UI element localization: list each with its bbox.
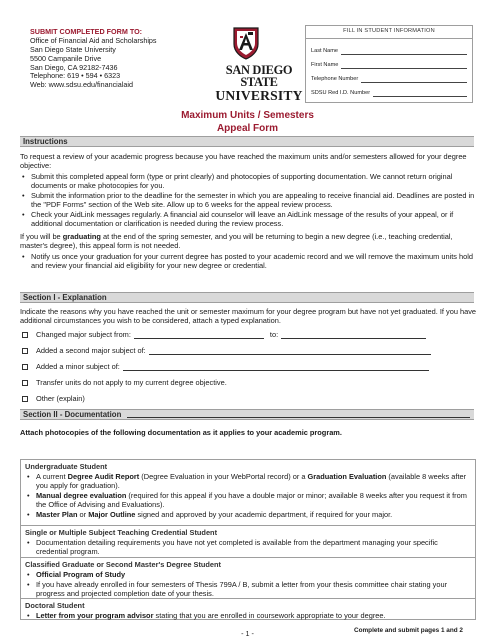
to-label: to: bbox=[269, 329, 279, 339]
sdsu-shield-icon bbox=[232, 26, 260, 60]
major-to-line[interactable] bbox=[281, 331, 426, 339]
second-major-line[interactable] bbox=[149, 347, 431, 355]
last-name-label: Last Name bbox=[311, 48, 339, 54]
instructions-body bbox=[20, 152, 478, 271]
changed-major-checkbox[interactable] bbox=[22, 332, 28, 338]
section-explanation-intro: Indicate the reasons why you have reached the unit or semester maximum for your degree program but have not yet graduated. If you have additional circumstances you wish to be considered, attach a typed explanation. bbox=[20, 307, 477, 326]
instructions-bullet: • Check your AidLink messages regularly. A financial aid counselor will leave an AidLink message of the results of your appeal, or if additional documentation or clarification is needed during the review process. bbox=[22, 210, 454, 229]
transfer-row bbox=[20, 377, 478, 387]
form-title: Maximum Units / Semesters bbox=[181, 110, 314, 121]
transfer-label: Transfer units do not apply to my current degree objective. bbox=[36, 377, 227, 387]
red-id-line[interactable] bbox=[373, 90, 467, 97]
logo-line1: SAN DIEGO STATE bbox=[225, 63, 293, 90]
second-major-checkbox[interactable] bbox=[22, 348, 28, 354]
submit-line: Web: www.sdsu.edu/financialaid bbox=[30, 80, 133, 90]
graduating-note: If you will be graduating at the end of the spring semester, and you will be returning to begin a new degree (i.e., teaching credential, master's degree), this appeal form is not needed. bbox=[20, 232, 453, 251]
logo-wordmark bbox=[210, 64, 308, 102]
telephone-line[interactable] bbox=[361, 76, 467, 83]
instructions-header: Instructions bbox=[20, 136, 474, 147]
submit-heading: SUBMIT COMPLETED FORM TO: bbox=[30, 27, 143, 36]
footer-note: Complete and submit pages 1 and 2 bbox=[353, 627, 463, 634]
credential-bullet: • Documentation detailing requirements you have not yet completed is available from the department managing your specific credential program. bbox=[27, 538, 438, 557]
graduating-bullet: • Notify us once your graduation for your current degree has posted to your academic record and we will remove the maximum units hold and review your financial aid eligibility for your new degree or credential. bbox=[22, 252, 474, 271]
undergraduate-bullet: • Master Plan or Major Outline signed and approved by your academic department, if required for your major. bbox=[27, 510, 393, 520]
section-documentation-title: Section II - Documentation bbox=[23, 410, 122, 419]
instructions-bullet: • Submit this completed appeal form (type or print clearly) and photocopies of supporting documentation. We cannot return original documents or make photocopies for you. bbox=[22, 172, 453, 191]
student-info-box bbox=[305, 25, 473, 103]
page-number: - 1 - bbox=[241, 629, 254, 638]
box-divider bbox=[21, 557, 475, 558]
section-documentation-intro: Attach photocopies of the following documentation as it applies to your academic program. bbox=[20, 428, 342, 437]
logo-line2: UNIVERSITY bbox=[215, 87, 303, 103]
submit-line: 5500 Campanile Drive bbox=[30, 53, 102, 63]
submit-line: Office of Financial Aid and Scholarships bbox=[30, 35, 157, 45]
box-divider bbox=[21, 598, 475, 599]
doctoral-block bbox=[25, 601, 471, 621]
minor-label: Added a minor subject of: bbox=[36, 361, 120, 371]
doctoral-bullet: • Letter from your program advisor stating that you are enrolled in coursework appropriate to your degree. bbox=[27, 611, 386, 621]
instructions-bullet: • Submit the information prior to the deadline for the semester in which you are appealing to receive financial aid. Deadlines are posted in the "PDF Forms" section of the Web site. Allow up to 6 weeks for the appeal review process. bbox=[22, 191, 475, 210]
credential-block bbox=[25, 528, 471, 557]
other-label: Other (explain) bbox=[36, 393, 85, 403]
second-major-row bbox=[20, 345, 478, 355]
transfer-checkbox[interactable] bbox=[22, 380, 28, 386]
telephone-label: Telephone Number bbox=[311, 76, 359, 82]
documentation-box bbox=[20, 459, 476, 620]
form-subtitle: Appeal Form bbox=[216, 123, 279, 134]
graduate-bullet: • Official Program of Study bbox=[27, 570, 126, 580]
red-id-field[interactable] bbox=[311, 90, 467, 97]
submit-address-block bbox=[30, 28, 230, 90]
other-checkbox[interactable] bbox=[22, 396, 28, 402]
student-info-divider bbox=[306, 38, 472, 39]
submit-line: San Diego, CA 92182-7436 bbox=[30, 62, 118, 72]
submit-line: San Diego State University bbox=[30, 44, 116, 54]
minor-line[interactable] bbox=[123, 363, 429, 371]
doctoral-heading: Doctoral Student bbox=[25, 601, 85, 610]
undergraduate-bullet: • Manual degree evaluation (required for this appeal if you have a double major or minor; available 8 weeks after you request it from the Office of Advising and Evaluations). bbox=[27, 491, 467, 510]
second-major-label: Added a second major subject of: bbox=[36, 345, 146, 355]
last-name-field[interactable] bbox=[311, 48, 467, 55]
instructions-intro: To request a review of your academic progress because you have reached the maximum units and/or semesters allowed for your degree objective: bbox=[20, 152, 467, 171]
first-name-line[interactable] bbox=[341, 62, 467, 69]
graduate-block bbox=[25, 560, 471, 599]
undergraduate-bullet: • A current Degree Audit Report (Degree Evaluation in your WebPortal record) or a Graduation Evaluation (available 8 weeks after you apply for graduation). bbox=[27, 472, 467, 491]
minor-checkbox[interactable] bbox=[22, 364, 28, 370]
student-info-heading: FILL IN STUDENT INFORMATION bbox=[343, 28, 435, 34]
undergraduate-heading: Undergraduate Student bbox=[25, 462, 108, 471]
major-from-line[interactable] bbox=[134, 331, 264, 339]
undergraduate-block bbox=[25, 462, 471, 520]
first-name-label: First Name bbox=[311, 62, 339, 68]
graduate-bullet: • If you have already enrolled in four semesters of Thesis 799A / B, submit a letter from your thesis committee chair stating your progress and projected completion date of your thesis. bbox=[27, 580, 448, 599]
first-name-field[interactable] bbox=[311, 62, 467, 69]
graduate-heading: Classified Graduate or Second Master's Degree Student bbox=[25, 560, 222, 569]
section-documentation-header bbox=[20, 409, 474, 420]
other-row bbox=[20, 393, 478, 403]
credential-heading: Single or Multiple Subject Teaching Credential Student bbox=[25, 528, 218, 537]
red-id-label: SDSU Red I.D. Number bbox=[311, 90, 371, 96]
other-explain-line[interactable] bbox=[127, 410, 470, 418]
section-explanation-header: Section I - Explanation bbox=[20, 292, 474, 303]
minor-row bbox=[20, 361, 478, 371]
changed-major-label: Changed major subject from: bbox=[36, 329, 131, 339]
box-divider bbox=[21, 525, 475, 526]
telephone-field[interactable] bbox=[311, 76, 467, 83]
changed-major-row bbox=[20, 329, 478, 339]
submit-line: Telephone: 619 • 594 • 6323 bbox=[30, 71, 121, 81]
last-name-line[interactable] bbox=[341, 48, 467, 55]
